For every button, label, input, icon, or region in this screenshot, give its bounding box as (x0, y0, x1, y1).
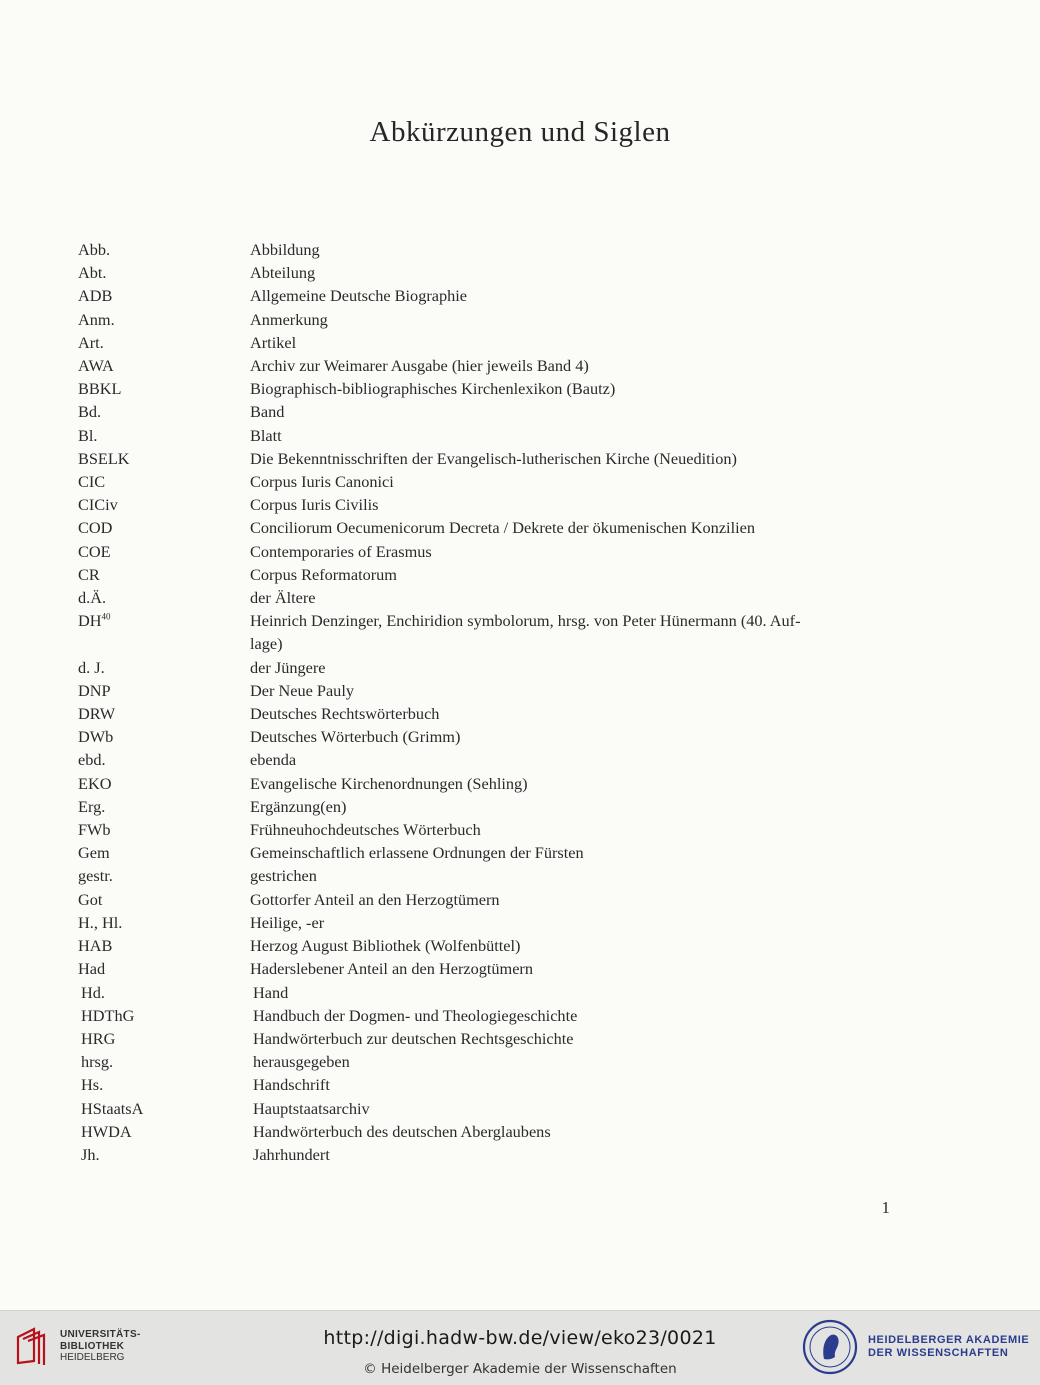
abbreviation-meaning (253, 1120, 898, 1143)
abbreviation-text: BBKL (78, 379, 122, 399)
meaning-text: Contemporaries of Erasmus (250, 541, 432, 561)
page-url-link[interactable]: http://digi.hadw-bw.de/view/eko23/0021 (323, 1327, 717, 1349)
meaning-text: Handwörterbuch zur deutschen Rechtsgeschichte (253, 1028, 574, 1048)
abbreviation-text: DNP (78, 680, 111, 700)
abbreviation-term (81, 981, 253, 1004)
abbreviation-term (81, 1027, 253, 1050)
abbreviation-term (78, 957, 250, 980)
abbreviation-text: Bl. (78, 425, 98, 445)
abbreviation-text: HRG (81, 1028, 116, 1048)
abbreviation-entry (78, 1050, 898, 1073)
abbreviation-meaning (250, 748, 898, 771)
academy-name (868, 1334, 1029, 1360)
meaning-text: Handwörterbuch des deutschen Aberglaubens (253, 1121, 551, 1141)
meaning-text: Biographisch-bibliographisches Kirchenlexikon (Bautz) (250, 379, 616, 399)
abbreviation-entry (78, 470, 898, 493)
abbreviation-entry (78, 1004, 898, 1027)
abbreviation-term (78, 400, 250, 423)
abbreviation-entry (78, 1073, 898, 1096)
abbreviation-text: H., Hl. (78, 912, 123, 932)
abbreviation-meaning (250, 563, 898, 586)
hadw-line-2: DER WISSENSCHAFTEN (868, 1347, 1009, 1359)
meaning-text: Allgemeine Deutsche Biographie (250, 286, 468, 306)
abbreviation-text: HWDA (81, 1121, 132, 1141)
abbreviation-meaning (250, 679, 898, 702)
abbreviation-entry (78, 377, 898, 400)
abbreviation-meaning (250, 540, 898, 563)
meaning-text: Heilige, -er (250, 912, 325, 932)
abbreviation-term (78, 888, 250, 911)
ub-line-2: BIBLIOTHEK (60, 1340, 125, 1352)
ub-line-1: UNIVERSITÄTS- (60, 1329, 141, 1340)
abbreviation-meaning (250, 772, 898, 795)
abbreviation-term (78, 702, 250, 725)
abbreviation-meaning (250, 586, 898, 609)
abbreviation-text: hrsg. (81, 1052, 114, 1072)
abbreviation-term (78, 261, 250, 284)
abbreviation-meaning (250, 377, 898, 400)
abbreviation-term (81, 1097, 253, 1120)
abbreviation-term (78, 748, 250, 771)
abbreviation-meaning (253, 1097, 898, 1120)
abbreviation-text: EKO (78, 773, 112, 793)
abbreviation-text: ADB (78, 286, 113, 306)
abbreviation-text: BSELK (78, 448, 130, 468)
abbreviation-meaning (253, 1027, 898, 1050)
abbreviation-text: AWA (78, 356, 114, 376)
meaning-text: Archiv zur Weimarer Ausgabe (hier jeweils Band 4) (250, 356, 589, 376)
abbreviation-meaning (250, 261, 898, 284)
abbreviation-term (78, 424, 250, 447)
abbreviation-entry (78, 818, 898, 841)
meaning-text: Evangelische Kirchenordnungen (Sehling) (250, 773, 528, 793)
abbreviation-meaning (250, 656, 898, 679)
meaning-text: Corpus Iuris Canonici (250, 472, 394, 492)
meaning-text: Der Neue Pauly (250, 680, 354, 700)
abbreviation-term (78, 284, 250, 307)
abbreviation-text: Jh. (81, 1144, 100, 1164)
abbreviation-entry (78, 308, 898, 331)
page-title: Abkürzungen und Siglen (369, 116, 671, 148)
abbreviation-term (78, 586, 250, 609)
abbreviation-entry (78, 424, 898, 447)
meaning-text: Anmerkung (250, 309, 328, 329)
abbreviation-meaning (250, 888, 898, 911)
abbreviation-text: Hs. (81, 1075, 104, 1095)
meaning-text: Blatt (250, 425, 282, 445)
meaning-text: Heinrich Denzinger, Enchiridion symbolorum, hrsg. von Peter Hünermann (40. Auf- (250, 611, 801, 631)
abbreviation-term (78, 841, 250, 864)
abbreviation-text: Abb. (78, 240, 111, 259)
abbreviation-entry (78, 516, 898, 539)
abbreviation-text: HAB (78, 936, 113, 956)
abbreviation-entry (78, 1143, 898, 1166)
abbreviation-meaning (250, 934, 898, 957)
meaning-text: Deutsches Rechtswörterbuch (250, 704, 440, 724)
abbreviation-entry (78, 1097, 898, 1120)
abbreviation-meaning (253, 1073, 898, 1096)
abbreviation-entry (78, 888, 898, 911)
abbreviation-entry (78, 911, 898, 934)
abbreviation-meaning (250, 308, 898, 331)
abbreviation-meaning (250, 609, 898, 655)
abbreviation-term (78, 795, 250, 818)
abbreviation-entry (78, 934, 898, 957)
meaning-text: Conciliorum Oecumenicorum Decreta / Dekrete der ökumenischen Konzilien (250, 518, 755, 538)
meaning-text: der Ältere (250, 588, 316, 608)
abbreviation-entry (78, 586, 898, 609)
abbreviation-term (78, 911, 250, 934)
abbreviation-meaning (250, 818, 898, 841)
abbreviation-meaning (253, 1050, 898, 1073)
abbreviation-meaning (250, 284, 898, 307)
abbreviation-list (78, 238, 898, 1166)
abbreviation-text: HDThG (81, 1005, 135, 1025)
hadw-line-1: HEIDELBERGER AKADEMIE (868, 1334, 1030, 1346)
abbreviation-text: Abt. (78, 263, 107, 283)
abbreviation-text: COD (78, 518, 113, 538)
meaning-text: Artikel (250, 332, 297, 352)
abbreviation-meaning (250, 516, 898, 539)
meaning-text: Hand (253, 982, 289, 1002)
abbreviation-term (81, 1073, 253, 1096)
abbreviation-meaning (250, 493, 898, 516)
abbreviation-text: ebd. (78, 750, 106, 770)
abbreviation-meaning (250, 702, 898, 725)
abbreviation-meaning (253, 1143, 898, 1166)
abbreviation-entry (78, 563, 898, 586)
abbreviation-meaning (250, 447, 898, 470)
abbreviation-entry (78, 772, 898, 795)
abbreviation-entry (78, 493, 898, 516)
footer-bar (0, 1310, 1040, 1385)
meaning-text: Deutsches Wörterbuch (Grimm) (250, 727, 461, 747)
abbreviation-text: Got (78, 889, 103, 909)
abbreviation-meaning (250, 470, 898, 493)
abbreviation-term (78, 563, 250, 586)
meaning-text: Handbuch der Dogmen- und Theologiegeschichte (253, 1005, 578, 1025)
meaning-text: Abbildung (250, 240, 320, 259)
meaning-text: Gottorfer Anteil an den Herzogtümern (250, 889, 500, 909)
abbreviation-text: Bd. (78, 402, 102, 422)
abbreviation-term (78, 377, 250, 400)
abbreviation-term (78, 818, 250, 841)
abbreviation-entry (78, 1027, 898, 1050)
abbreviation-term (78, 679, 250, 702)
abbreviation-text: d. J. (78, 657, 105, 677)
abbreviation-entry (78, 400, 898, 423)
meaning-text: Herzog August Bibliothek (Wolfenbüttel) (250, 936, 521, 956)
abbreviation-meaning (253, 981, 898, 1004)
abbreviation-text: FWb (78, 820, 111, 840)
academy-seal-icon[interactable] (802, 1319, 858, 1375)
abbreviation-entry (78, 1120, 898, 1143)
meaning-text: Jahrhundert (253, 1144, 330, 1164)
abbreviation-text: gestr. (78, 866, 113, 886)
abbreviation-meaning (250, 795, 898, 818)
abbreviation-text: Anm. (78, 309, 115, 329)
abbreviation-entry (78, 864, 898, 887)
abbreviation-term (78, 725, 250, 748)
meaning-continuation: lage) (250, 634, 283, 654)
abbreviation-entry (78, 981, 898, 1004)
abbreviation-term (81, 1004, 253, 1027)
abbreviation-text: COE (78, 541, 111, 561)
meaning-text: gestrichen (250, 866, 317, 886)
abbreviation-entry (78, 679, 898, 702)
abbreviation-term (81, 1143, 253, 1166)
abbreviation-meaning (250, 725, 898, 748)
abbreviation-meaning (250, 238, 898, 261)
abbreviation-text: CICiv (78, 495, 118, 515)
abbreviation-term (78, 493, 250, 516)
abbreviation-term (78, 470, 250, 493)
abbreviation-text: Hd. (81, 982, 105, 1002)
abbreviation-term (78, 447, 250, 470)
abbreviation-entry (78, 331, 898, 354)
abbreviation-entry (78, 609, 898, 655)
abbreviation-meaning (250, 957, 898, 980)
abbreviation-meaning (250, 400, 898, 423)
abbreviation-term (78, 308, 250, 331)
meaning-text: Corpus Reformatorum (250, 564, 397, 584)
abbreviation-text: CIC (78, 472, 106, 492)
abbreviation-entry (78, 284, 898, 307)
abbreviation-entry (78, 748, 898, 771)
abbreviation-text: Had (78, 959, 106, 979)
meaning-text: Band (250, 402, 285, 422)
abbreviation-meaning (250, 841, 898, 864)
abbreviation-term (78, 609, 250, 655)
meaning-text: Ergänzung(en) (250, 796, 347, 816)
ub-line-3: HEIDELBERG (60, 1352, 125, 1363)
abbreviation-text: HStaatsA (81, 1098, 144, 1118)
meaning-text: Abteilung (250, 263, 316, 283)
abbreviation-term (78, 516, 250, 539)
abbreviation-term (81, 1120, 253, 1143)
abbreviation-term (78, 656, 250, 679)
abbreviation-term (81, 1050, 253, 1073)
abbreviation-entry (78, 238, 898, 261)
abbreviation-entry (78, 725, 898, 748)
abbreviation-meaning (253, 1004, 898, 1027)
meaning-text: Frühneuhochdeutsches Wörterbuch (250, 820, 481, 840)
abbreviation-text: DWb (78, 727, 114, 747)
abbreviation-text: CR (78, 564, 100, 584)
abbreviation-entry (78, 702, 898, 725)
meaning-text: der Jüngere (250, 657, 326, 677)
abbreviation-term (78, 864, 250, 887)
abbreviation-text: Gem (78, 843, 110, 863)
abbreviation-entry (78, 261, 898, 284)
meaning-text: Die Bekenntnisschriften der Evangelisch-lutherischen Kirche (Neuedition) (250, 448, 737, 468)
abbreviation-term (78, 331, 250, 354)
abbreviation-meaning (250, 911, 898, 934)
abbreviation-text: Art. (78, 332, 104, 352)
meaning-text: Gemeinschaftlich erlassene Ordnungen der Fürsten (250, 843, 584, 863)
abbreviation-term (78, 354, 250, 377)
abbreviation-meaning (250, 331, 898, 354)
meaning-text: Handschrift (253, 1075, 330, 1095)
meaning-text: ebenda (250, 750, 297, 770)
page-number: 1 (881, 1198, 890, 1217)
abbreviation-text: DRW (78, 704, 116, 724)
abbreviation-meaning (250, 354, 898, 377)
abbreviation-entry (78, 795, 898, 818)
abbreviation-text: DH (78, 611, 102, 631)
abbreviation-meaning (250, 424, 898, 447)
abbreviation-entry (78, 841, 898, 864)
meaning-text: Hauptstaatsarchiv (253, 1098, 370, 1118)
abbreviation-term (78, 238, 250, 261)
abbreviation-entry (78, 447, 898, 470)
meaning-text: Haderslebener Anteil an den Herzogtümern (250, 959, 533, 979)
abbreviation-entry (78, 540, 898, 563)
meaning-text: herausgegeben (253, 1052, 350, 1072)
edition-superscript: 40 (101, 611, 111, 622)
abbreviation-text: Erg. (78, 796, 106, 816)
abbreviation-entry (78, 354, 898, 377)
copyright-notice: © Heidelberger Akademie der Wissenschaften (363, 1361, 677, 1377)
abbreviation-term (78, 772, 250, 795)
abbreviation-entry (78, 656, 898, 679)
meaning-text: Corpus Iuris Civilis (250, 495, 379, 515)
abbreviation-term (78, 540, 250, 563)
abbreviation-entry (78, 957, 898, 980)
abbreviation-meaning (250, 864, 898, 887)
abbreviation-text: d.Ä. (78, 588, 107, 608)
abbreviation-term (78, 934, 250, 957)
